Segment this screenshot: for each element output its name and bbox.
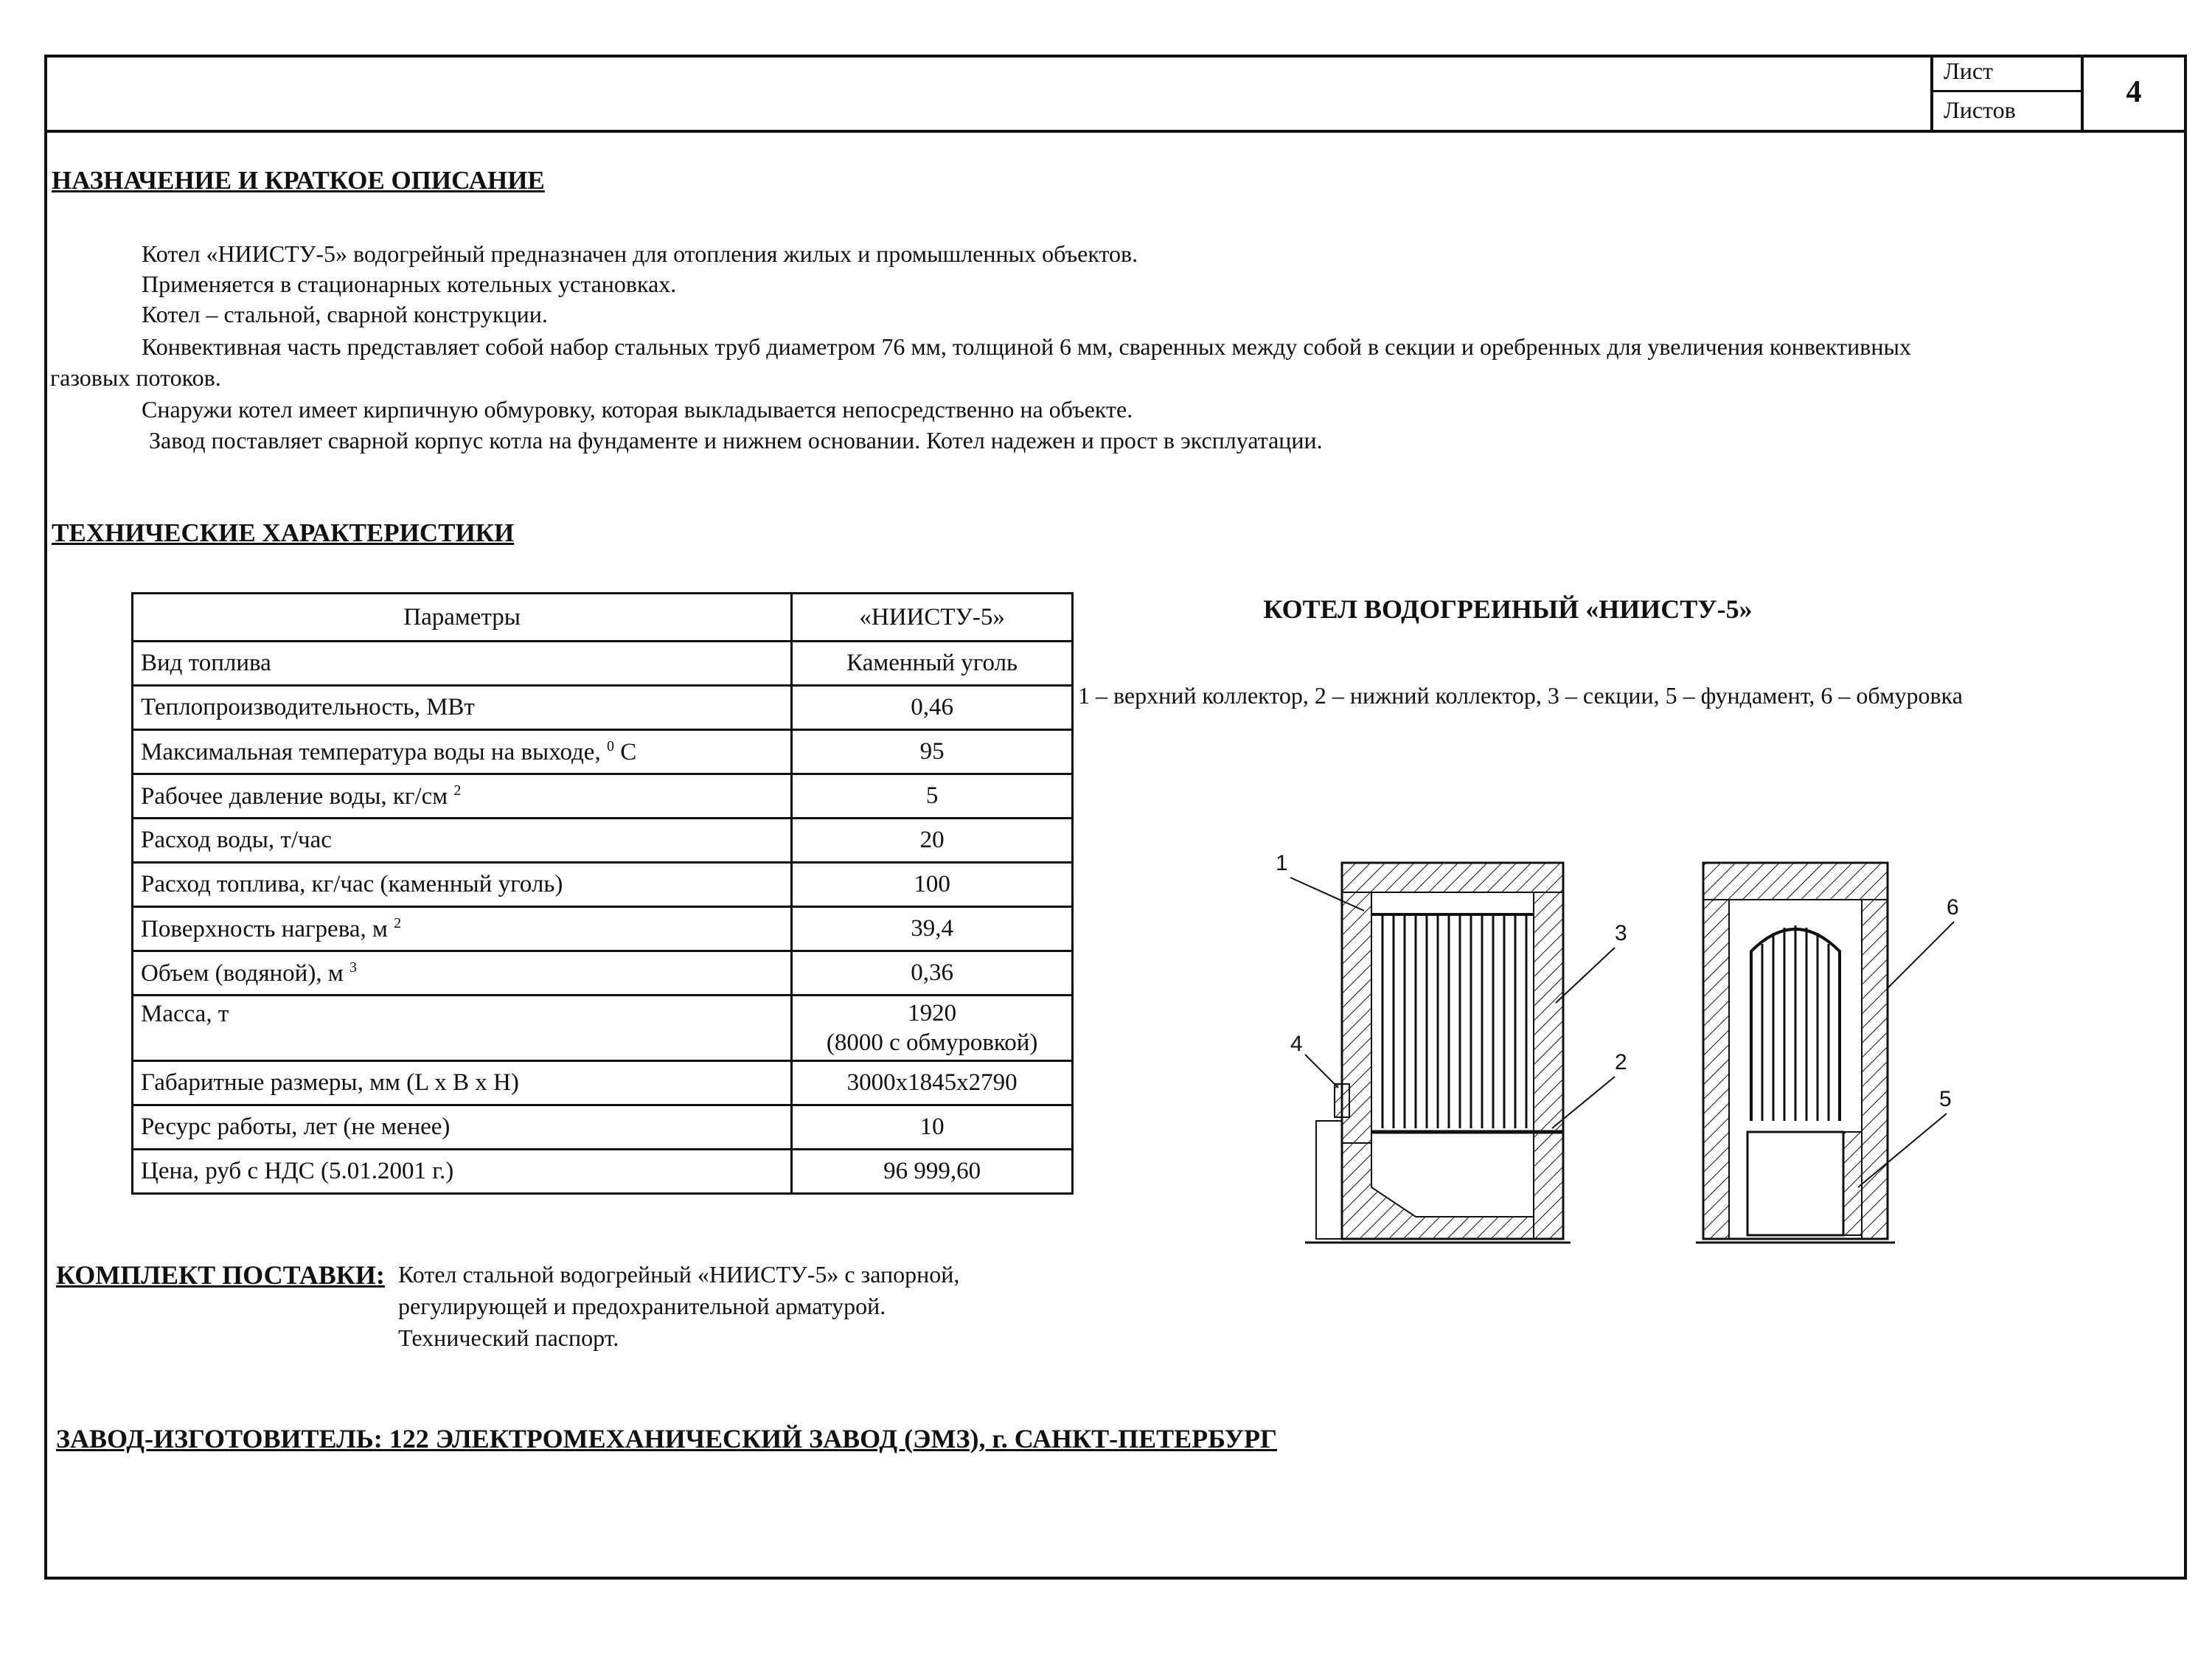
param-name: Вид топлива xyxy=(141,650,271,676)
callout-4: 4 xyxy=(1290,1032,1303,1056)
table-row xyxy=(133,686,1073,730)
callout-6: 6 xyxy=(1947,895,1959,920)
param-name: Ресурс работы, лет (не менее) xyxy=(141,1114,451,1140)
kit-line: Котел стальной водогрейный «НИИСТУ-5» с запорной, xyxy=(398,1261,960,1288)
param-name: Максимальная температура воды на выходе, xyxy=(141,738,601,765)
param-value: 3000x1845x2790 xyxy=(792,1061,1073,1105)
header-divider xyxy=(44,130,2184,133)
header-cell-model: «НИИСТУ-5» xyxy=(792,594,1073,642)
table-row xyxy=(133,996,1073,1061)
param-value: 0,46 xyxy=(792,686,1073,730)
header-cell-params: Параметры xyxy=(133,594,792,642)
front-section-view xyxy=(1696,863,1895,1243)
param-name: Масса, т xyxy=(141,1001,229,1027)
table-row xyxy=(133,730,1073,774)
param-value: 100 xyxy=(792,863,1073,907)
section-title-specs: ТЕХНИЧЕСКИЕ ХАРАКТЕРИСТИКИ xyxy=(52,518,515,547)
param-name: Поверхность нагрева, м xyxy=(141,915,388,942)
manufacturer: ЗАВОД-ИЗГОТОВИТЕЛЬ: 122 ЭЛЕКТРОМЕХАНИЧЕСКИЙ ЗАВОД (ЭМЗ), г. САНКТ-ПЕТЕРБУРГ xyxy=(56,1424,1277,1453)
boiler-drawing xyxy=(1261,841,1969,1298)
param-value: 39,4 xyxy=(792,907,1073,951)
callout-1: 1 xyxy=(1276,851,1288,875)
callout-5: 5 xyxy=(1939,1087,1952,1111)
table-row xyxy=(133,1150,1073,1194)
table-row xyxy=(133,642,1073,686)
table-row xyxy=(133,951,1073,996)
param-name: Цена, руб с НДС (5.01.2001 г.) xyxy=(141,1158,454,1184)
kit-line: Технический паспорт. xyxy=(398,1324,619,1351)
description-line: Конвективная часть представляет собой набор стальных труб диаметром 76 мм, толщиной 6 мм, сваренных между собой в секции и оребренных для увеличения конвективных xyxy=(142,333,1911,360)
sheets-label: Листов xyxy=(1930,92,2081,130)
figure-legend: 1 – верхний коллектор, 2 – нижний коллектор, 3 – секции, 5 – фундамент, 6 – обмуровка xyxy=(1078,682,1963,709)
table-header-row xyxy=(133,594,1073,642)
param-name: Объем (водяной), м xyxy=(141,959,344,987)
section-title-purpose: НАЗНАЧЕНИЕ И КРАТКОЕ ОПИСАНИЕ xyxy=(52,166,545,195)
figure-title: КОТЕЛ ВОДОГРЕИНЫЙ «НИИСТУ-5» xyxy=(1263,594,1753,624)
table-row xyxy=(133,1105,1073,1150)
kit-title: КОМПЛЕКТ ПОСТАВКИ: xyxy=(56,1260,385,1290)
param-value-note: (8000 с обмуровкой) xyxy=(826,1029,1038,1056)
table-row xyxy=(133,907,1073,951)
table-row xyxy=(133,819,1073,863)
side-section-view xyxy=(1305,863,1571,1243)
sheet-label: Лист xyxy=(1930,55,2081,92)
param-value: 10 xyxy=(792,1105,1073,1150)
param-name: Расход топлива, кг/час (каменный уголь) xyxy=(141,871,563,897)
description-line: газовых потоков. xyxy=(50,364,221,391)
kit-line: регулирующей и предохранительной арматурой. xyxy=(398,1293,886,1319)
param-name: Расход воды, т/час xyxy=(141,827,332,853)
callout-2: 2 xyxy=(1615,1050,1627,1074)
param-suffix: С xyxy=(613,738,637,765)
param-value: 20 xyxy=(792,819,1073,863)
param-superscript: 2 xyxy=(453,782,462,799)
table-row xyxy=(133,863,1073,907)
param-value: 96 999,60 xyxy=(792,1150,1073,1194)
param-name: Рабочее давление воды, кг/см xyxy=(141,782,448,810)
param-superscript: 2 xyxy=(394,914,402,931)
description-line: Котел «НИИСТУ-5» водогрейный предназначен для отопления жилых и промышленных объектов. xyxy=(142,240,1138,267)
specs-table xyxy=(131,592,1074,1195)
param-value: 95 xyxy=(792,730,1073,774)
description-line: Котел – стальной, сварной конструкции. xyxy=(142,301,548,327)
param-superscript: 3 xyxy=(349,959,357,976)
param-value: 0,36 xyxy=(792,951,1073,996)
description-line: Завод поставляет сварной корпус котла на фундаменте и нижнем основании. Котел надежен и прост в эксплуатации. xyxy=(149,427,1323,454)
param-name: Габаритные размеры, мм (L x B x H) xyxy=(141,1069,519,1096)
table-row xyxy=(133,1061,1073,1105)
param-value: Каменный уголь xyxy=(792,642,1073,686)
param-superscript: 0 xyxy=(606,737,614,754)
callout-3: 3 xyxy=(1615,921,1627,945)
param-value: 1920 xyxy=(908,1000,957,1026)
description-line: Снаружи котел имеет кирпичную обмуровку, которая выкладывается непосредственно на объекте. xyxy=(142,396,1133,423)
title-block xyxy=(1930,55,2184,130)
table-row xyxy=(133,774,1073,819)
sheet-number: 4 xyxy=(2081,55,2184,130)
param-name: Теплопроизводительность, МВт xyxy=(141,694,475,720)
param-value: 5 xyxy=(792,774,1073,819)
description-line: Применяется в стационарных котельных установках. xyxy=(142,271,677,297)
